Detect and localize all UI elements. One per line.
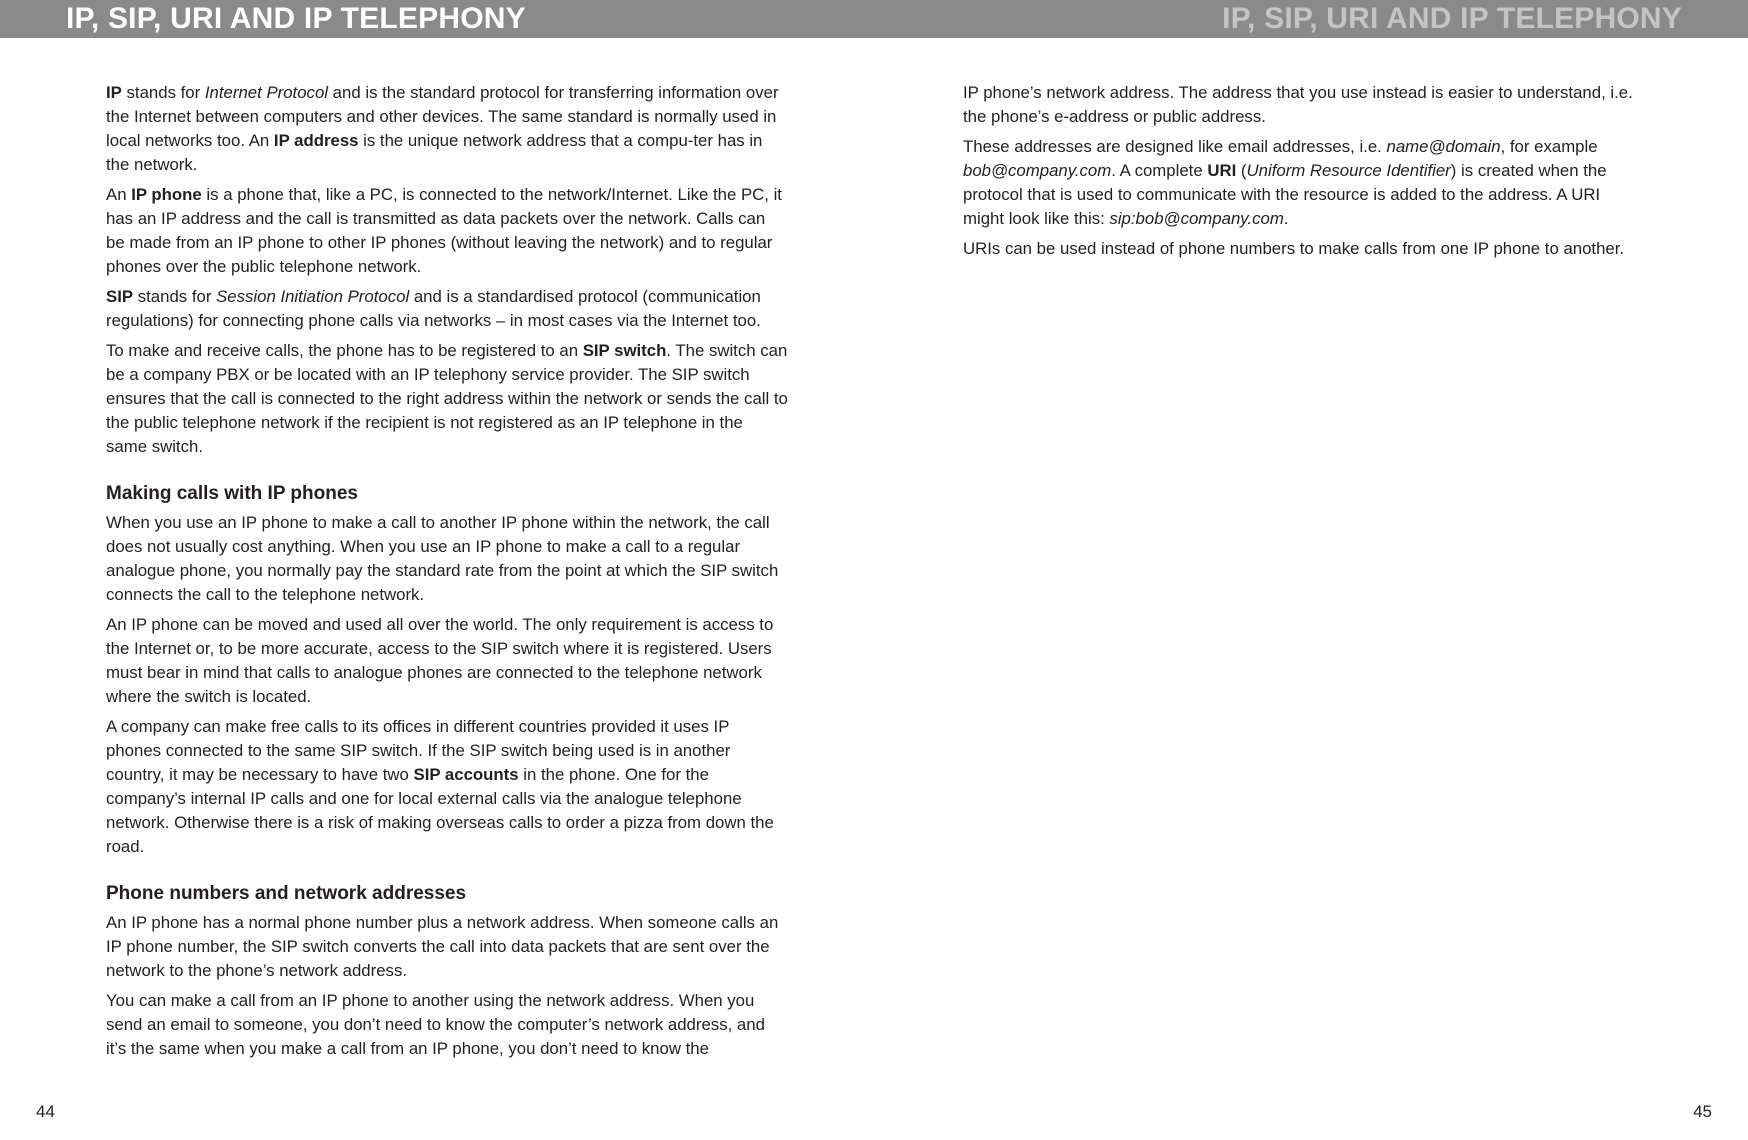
term-internet-protocol: Internet Protocol	[204, 83, 329, 102]
term-uniform-resource-identifier: Uniform Resource Identifier	[1246, 161, 1451, 180]
paragraph-mobility: An IP phone can be moved and used all over the world. The only requirement is access to the Internet or, to be more accurate, access to the SIP switch where it is registered. Users must bear in mind that calls to analogue phones are connected to the telephone network where the switch is located.	[106, 615, 774, 706]
term-ip-phone: IP phone	[131, 185, 202, 204]
text: (	[1236, 161, 1247, 180]
text: A company can make free calls to its offices in different countries provided it uses IP phones connected to the same SIP switch. If the SIP switch being used is in another country, it may be necessary to have two	[106, 717, 731, 784]
text: stands for	[133, 287, 217, 306]
term-ip: IP	[106, 83, 122, 102]
example-name-domain: name@domain	[1386, 137, 1501, 156]
left-page-body	[106, 81, 788, 1067]
page-number-right: 45	[1693, 1102, 1712, 1121]
paragraph-call-by-address: You can make a call from an IP phone to another using the network address. When you send an email to someone, you don’t need to know the computer’s network address, and it’s the same when you make a call from an IP phone, you don’t need to know the	[106, 991, 765, 1058]
term-ip-address: IP address	[273, 131, 359, 150]
text: ) is created when the protocol that is used to communicate with the resource is added to the address. A URI might look like this:	[963, 161, 1607, 228]
text: and is a standardised protocol (communication regulations) for connecting phone calls via networks – in most cases via the Internet too.	[106, 287, 761, 330]
paragraph-network-address: An IP phone has a normal phone number plus a network address. When someone calls an IP phone number, the SIP switch converts the call into data packets that are sent over the network to the phone’s network address.	[106, 913, 779, 980]
right-running-head: IP, SIP, URI AND IP TELEPHONY	[1222, 2, 1682, 35]
text: is the unique network address that a compu-ter has in the network.	[106, 131, 763, 174]
paragraph-uri	[963, 135, 1643, 231]
text: in the phone. One for the company’s internal IP calls and one for local external calls via the analogue telephone network. Otherwise there is a risk of making overseas calls to order a pizza from down the road.	[106, 765, 774, 856]
paragraph-public-address: IP phone’s network address. The address that you use instead is easier to understand, i.e. the phone’s e-address or public address.	[963, 83, 1633, 126]
right-page-body	[963, 81, 1643, 267]
text: and is the standard protocol for transferring information over the Internet between computers and other devices. The same standard is normally used in local networks too. An	[106, 83, 779, 150]
paragraph-uri-usage: URIs can be used instead of phone numbers to make calls from one IP phone to another.	[963, 239, 1625, 258]
text: An	[106, 185, 132, 204]
text: . A complete	[1111, 161, 1208, 180]
term-sip-accounts: SIP accounts	[413, 765, 519, 784]
paragraph-call-costs: When you use an IP phone to make a call to another IP phone within the network, the call does not usually cost anything. When you use an IP phone to make a call to a regular analogue phone, you normally pay the standard rate from the point at which the SIP switch connects the call to the telephone network.	[106, 513, 779, 604]
example-email: bob@company.com	[963, 161, 1112, 180]
page-number-left: 44	[36, 1102, 55, 1121]
paragraph-sip-switch	[106, 339, 788, 459]
heading-phone-numbers: Phone numbers and network addresses	[106, 883, 467, 904]
paragraph-sip-accounts	[106, 715, 788, 859]
term-uri: URI	[1207, 161, 1237, 180]
left-running-head: IP, SIP, URI AND IP TELEPHONY	[66, 2, 526, 35]
text: To make and receive calls, the phone has to be registered to an	[106, 341, 583, 360]
text: , for example	[1500, 137, 1598, 156]
text: . The switch can be a company PBX or be located with an IP telephony service provider. The SIP switch ensures that the call is connected to the right address within the network or sends the call to the public telephone network if the recipient is not registered as an IP telephone in the same switch.	[106, 341, 788, 456]
paragraph-ip-definition	[106, 81, 788, 177]
paragraph-sip-definition	[106, 285, 788, 333]
example-sip-uri: sip:bob@company.com	[1109, 209, 1284, 228]
text: stands for	[121, 83, 205, 102]
term-session-initiation-protocol: Session Initiation Protocol	[216, 287, 410, 306]
text: is a phone that, like a PC, is connected to the network/Internet. Like the PC, it has an IP address and the call is transmitted as data packets over the network. Calls can be made from an IP phone to other IP phones (without leaving the network) and to regular phones over the public telephone network.	[106, 185, 782, 276]
term-sip: SIP	[106, 287, 134, 306]
text: .	[1283, 209, 1289, 228]
term-sip-switch: SIP switch	[582, 341, 667, 360]
paragraph-ip-phone	[106, 183, 788, 279]
heading-making-calls: Making calls with IP phones	[106, 483, 358, 504]
header-bar	[0, 0, 1748, 38]
text: These addresses are designed like email addresses, i.e.	[963, 137, 1387, 156]
